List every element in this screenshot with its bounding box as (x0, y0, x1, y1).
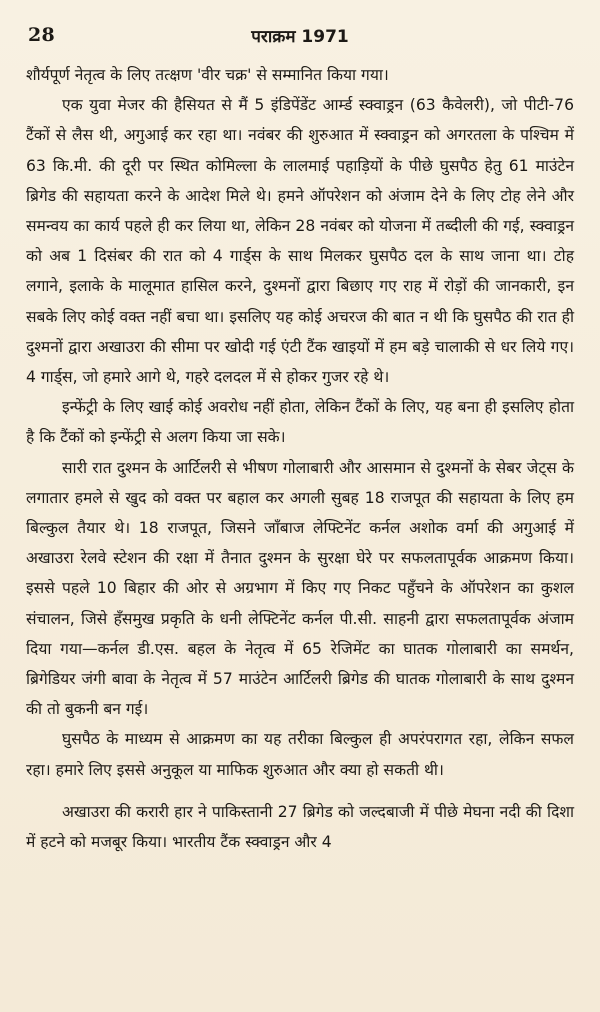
paragraph-6: अखाउरा की करारी हार ने पाकिस्तानी 27 ब्रिगेड को जल्दबाजी में पीछे मेघना नदी की दिशा में हटने को मजबूर किया। भारतीय टैंक स्क्वाड्रन और 4 (26, 802, 574, 852)
paragraph-1: शौर्यपूर्ण नेतृत्व के लिए तत्क्षण 'वीर चक्र' से सम्मानित किया गया। (26, 66, 389, 84)
body-text (26, 60, 574, 857)
page-number: 28 (28, 24, 56, 46)
running-title: पराक्रम 1971 (251, 27, 349, 47)
paragraph-3: इन्फेंट्री के लिए खाई कोई अवरोध नहीं होता, लेकिन टैंकों के लिए, यह बना ही इसलिए होता है कि टैंकों को इन्फेंट्री से अलग किया जा सके। (26, 398, 574, 447)
paragraph-5: घुसपैठ के माध्यम से आक्रमण का यह तरीका बिल्कुल ही अपरंपरागत रहा, लेकिन सफल रहा। हमारे लिए इससे अनुकूल या माफिक शुरुआत और क्या हो सकती थी। (26, 730, 574, 779)
page-header (26, 20, 574, 56)
paragraph-4: सारी रात दुश्मन के आर्टिलरी से भीषण गोलाबारी और आसमान से दुश्मनों के सेबर जेट्स के लगातार हमले से खुद को वक्त पर बहाल कर अगली सुबह 18 राजपूत की सहायता के लिए हम बिल्कुल तैयार थे। 18 राजपूत, जिसने जाँबाज लेफ्टिनेंट कर्नल अशोक वर्मा की अगुआई में अखाउरा रेलवे स्टेशन की रक्षा में तैनात दुश्मन के सुरक्षा घेरे पर सफलतापूर्वक आक्रमण किया। इससे पहले 10 बिहार की ओर से अग्रभाग में किए गए निकट पहुँचने के ऑपरेशन का कुशल संचालन, जिसे हँसमुख प्रकृति के धनी लेफ्टिनेंट कर्नल पी.सी. साहनी द्वारा सफलतापूर्वक अंजाम दिया गया—कर्नल डी.एस. बहल के नेतृत्व में 65 रेजिमेंट का घातक गोलाबारी का समर्थन, ब्रिगेडियर जंगी बावा के नेतृत्व में 57 माउंटेन आर्टिलरी ब्रिगेड की घातक गोलाबारी के साथ दुश्मन की तो बुकनी बन गई। (26, 458, 574, 719)
paragraph-2: एक युवा मेजर की हैसियत से मैं 5 इंडिपेंडेंट आर्म्ड स्क्वाड्रन (63 कैवेलरी), जो पीटी-76 टैंकों से लैस थी, अगुआई कर रहा था। नवंबर की शुरुआत में स्क्वाड्रन को अगरतला के पश्चिम में 63 कि.मी. की दूरी पर स्थित कोमिल्ला के लालमाई पहाड़ियों के पीछे घुसपैठ हेतु 61 माउंटेन ब्रिगेड की सहायता करने के आदेश मिले थे। हमने ऑपरेशन को अंजाम देने के लिए टोह लेने और समन्वय का कार्य पहले ही कर लिया था, लेकिन 28 नवंबर को योजना में तब्दीली की गई, स्क्वाड्रन को अब 1 दिसंबर की रात को 4 गार्ड्स के साथ मिलकर घुसपैठ दल के साथ जाना था। टोह लगाने, इलाके के मालूमात हासिल करने, दुश्मनों द्वारा बिछाए गए राह में रोड़ों की जानकारी, इन सबके लिए कोई वक्त नहीं बचा था। इसलिए यह कोई अचरज की बात न थी कि घुसपैठ की रात ही दुश्मनों द्वारा अखाउरा की सीमा पर खोदी गई एंटी टैंक खाइयों में हम बड़े चालाकी से धर लिये गए। 4 गार्ड्स, जो हमारे आगे थे, गहरे दलदल में से होकर गुजर रहे थे। (26, 96, 574, 387)
